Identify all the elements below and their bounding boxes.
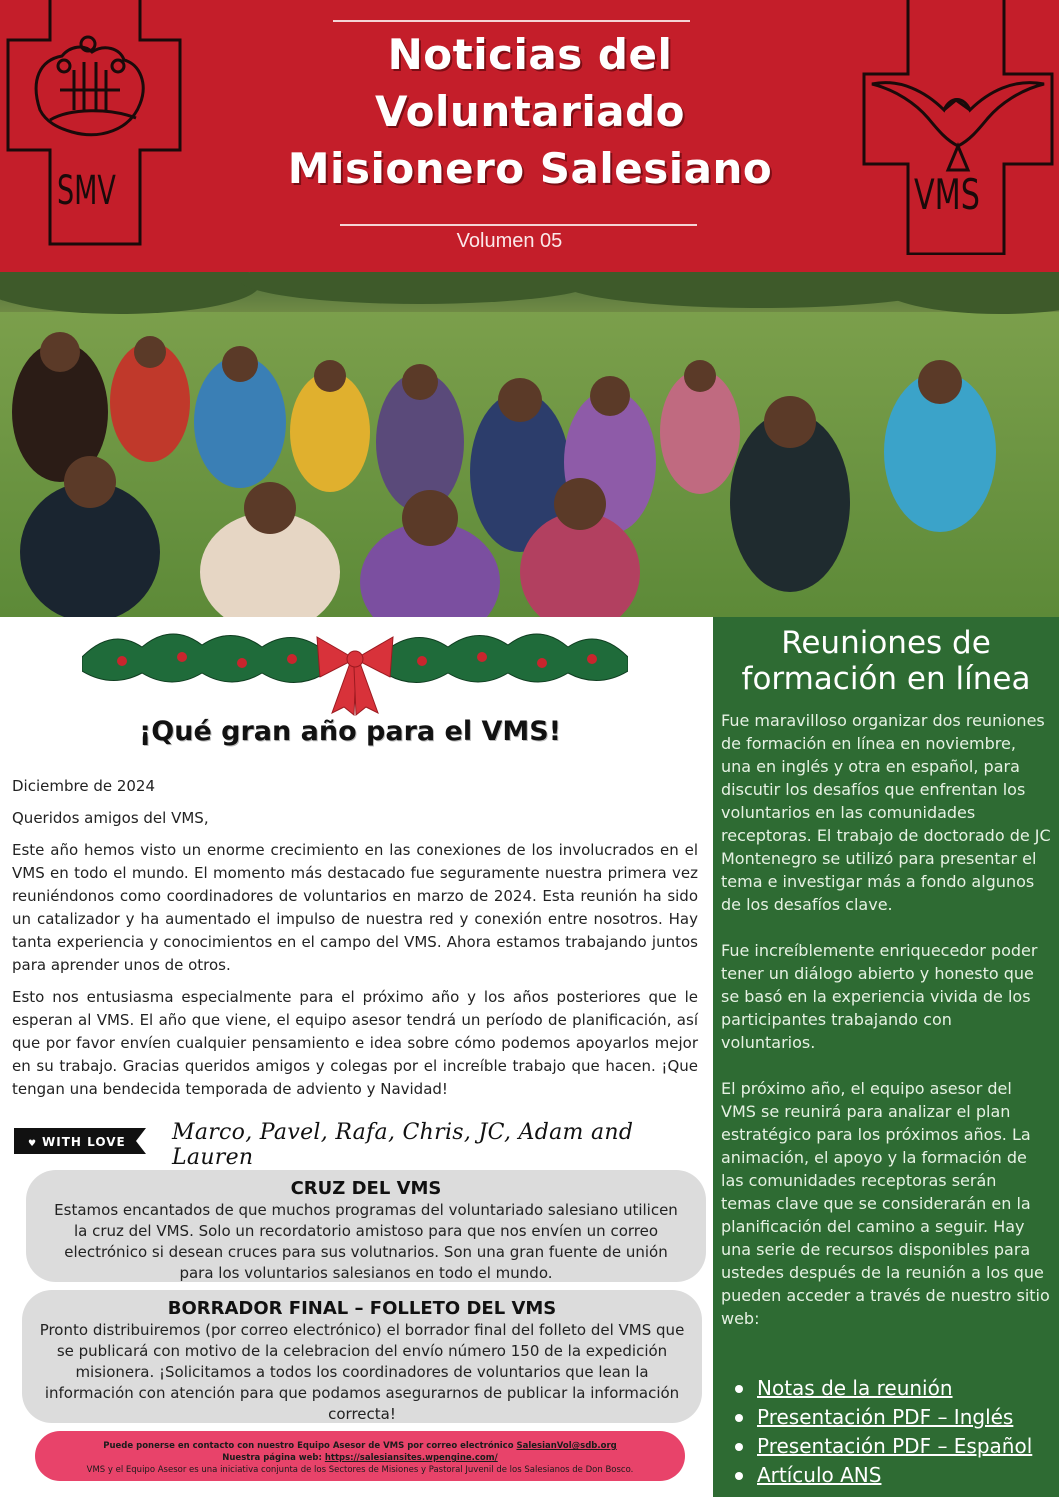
resource-links: [733, 1374, 1053, 1490]
sidebar-paragraph-1: Fue maravilloso organizar dos reuniones de formación en línea en noviembre, una en inglés y otra en español, para discutir los desafíos que enfrentan los voluntarios en las comunidades receptoras. El trabajo de doctorado de JC Montenegro se utilizó para presentar el tema e investigar más a fondo algunos de los desafíos clave.: [721, 711, 1051, 914]
vms-logo-label: VMS: [914, 170, 980, 219]
group-photo: [0, 272, 1059, 617]
with-love-ribbon: [14, 1124, 154, 1158]
main-article-body: [12, 775, 698, 1110]
signature-row: [14, 1118, 704, 1170]
with-love-text: WITH LOVE: [42, 1135, 126, 1149]
signature-names: Marco, Pavel, Rafa, Chris, JC, Adam and Lauren: [172, 1120, 634, 1170]
link-meeting-notes[interactable]: Notas de la reunión: [733, 1374, 1053, 1403]
cruz-body: Estamos encantados de que muchos programas del voluntariado salesiano utilicen la cruz del VMS. Solo un recordatorio amistoso para que nos envíen un correo electrónico si desean cruces para sus volutnarios. Son una gran fuente de unión para los voluntarios salesianos en todo el mundo.: [54, 1201, 678, 1282]
sidebar-paragraph-2: Fue increíblemente enriquecedor poder tener un diálogo abierto y honesto que se basó en la experiencia vivida de los participantes trabajando con voluntarios.: [721, 941, 1038, 1052]
contact-web-intro: Nuestra página web:: [222, 1453, 325, 1463]
sidebar-body: [721, 709, 1051, 1353]
link-pdf-english[interactable]: Presentación PDF – Inglés: [733, 1403, 1053, 1432]
article-date: Diciembre de 2024: [12, 777, 156, 795]
borrador-body: Pronto distribuiremos (por correo electrónico) el borrador final del folleto del VMS que se publicará con motivo de la celebracion del envío número 150 de la expedición misionera. ¡Solicitamos a todos los coordinadores de voluntarios que lean la información con atención para que podamos asegurarnos de publicar la información correcta!: [39, 1321, 685, 1423]
contact-website-link[interactable]: https://salesiansites.wpengine.com/: [324, 1453, 498, 1463]
article-paragraph-1: Este año hemos visto un enorme crecimiento en las conexiones de los involucrados en el VMS en todo el mundo. El momento más destacado fue seguramente nuestra primera vez reuniéndonos como coordinadores de voluntarios en marzo de 2024. Esta reunión ha sido un catalizador y ha aumentado el impulso de nuestra red y conexión entre nosotros. Hay tanta experiencia y conocimientos en el campo del VMS. Ahora estamos trabajando juntos para aprender unos de otros.: [12, 841, 698, 974]
contact-footer: [35, 1431, 685, 1481]
title-line-2: Voluntariado: [374, 87, 686, 136]
sidebar-paragraph-3: El próximo año, el equipo asesor del VMS se reunirá para analizar el plan estratégico para los próximos años. La animación, el apoyo y la formación de las comunidades receptoras serán temas clave que se considerarán en la planificación del camino a seguir. Hay una serie de recursos disponibles para ustedes después de la reunión a los que pueden acceder a través de nuestro sitio web:: [721, 1079, 1050, 1328]
contact-line-3: VMS y el Equipo Asesor es una iniciativa conjunta de los Sectores de Misiones y Pastoral Juvenil de los Salesianos de Don Bosco.: [86, 1465, 634, 1475]
title-line-1: Noticias del: [387, 30, 673, 79]
title-rule-top: [333, 20, 690, 22]
contact-line-2: [35, 1452, 685, 1464]
borrador-heading: BORRADOR FINAL – FOLLETO DEL VMS: [167, 1298, 557, 1319]
cruz-box: [26, 1170, 706, 1282]
main-article-title: ¡Qué gran año para el VMS!: [138, 716, 562, 747]
sidebar-title: Reuniones de formación en línea: [741, 625, 1031, 697]
link-pdf-spanish[interactable]: Presentación PDF – Español: [733, 1432, 1053, 1461]
volume-label: Volumen 05: [456, 230, 563, 252]
borrador-box: [22, 1290, 702, 1423]
contact-email-link[interactable]: SalesianVol@sdb.org: [516, 1441, 617, 1451]
sidebar-panel: [713, 617, 1059, 1497]
contact-email-intro: Puede ponerse en contacto con nuestro Equipo Asesor de VMS por correo electrónico: [103, 1441, 517, 1451]
link-ans-article[interactable]: Artículo ANS: [733, 1461, 1053, 1490]
svg-text:♥: ♥: [28, 1139, 37, 1149]
title-line-3: Misionero Salesiano: [287, 144, 773, 193]
christmas-garland: [82, 617, 628, 717]
title-rule-bottom: [340, 224, 697, 226]
cruz-heading: CRUZ DEL VMS: [290, 1178, 442, 1199]
article-paragraph-2: Esto nos entusiasma especialmente para el próximo año y los años posteriores que le esperan al VMS. El año que viene, el equipo asesor tendrá un período de planificación, así que por favor envíen cualquier pensamiento e idea sobre cómo podemos apoyarlos mejor en su trabajo. Gracias queridos amigos y colegas por el increíble trabajo que hacen. ¡Que tengan una bendecida temporada de adviento y Navidad!: [12, 988, 698, 1098]
newsletter-title: [200, 26, 860, 197]
contact-line-1: [35, 1440, 685, 1452]
header-banner: [0, 0, 1059, 272]
smv-logo-label: SMV: [57, 168, 116, 214]
article-greeting: Queridos amigos del VMS,: [12, 809, 209, 827]
